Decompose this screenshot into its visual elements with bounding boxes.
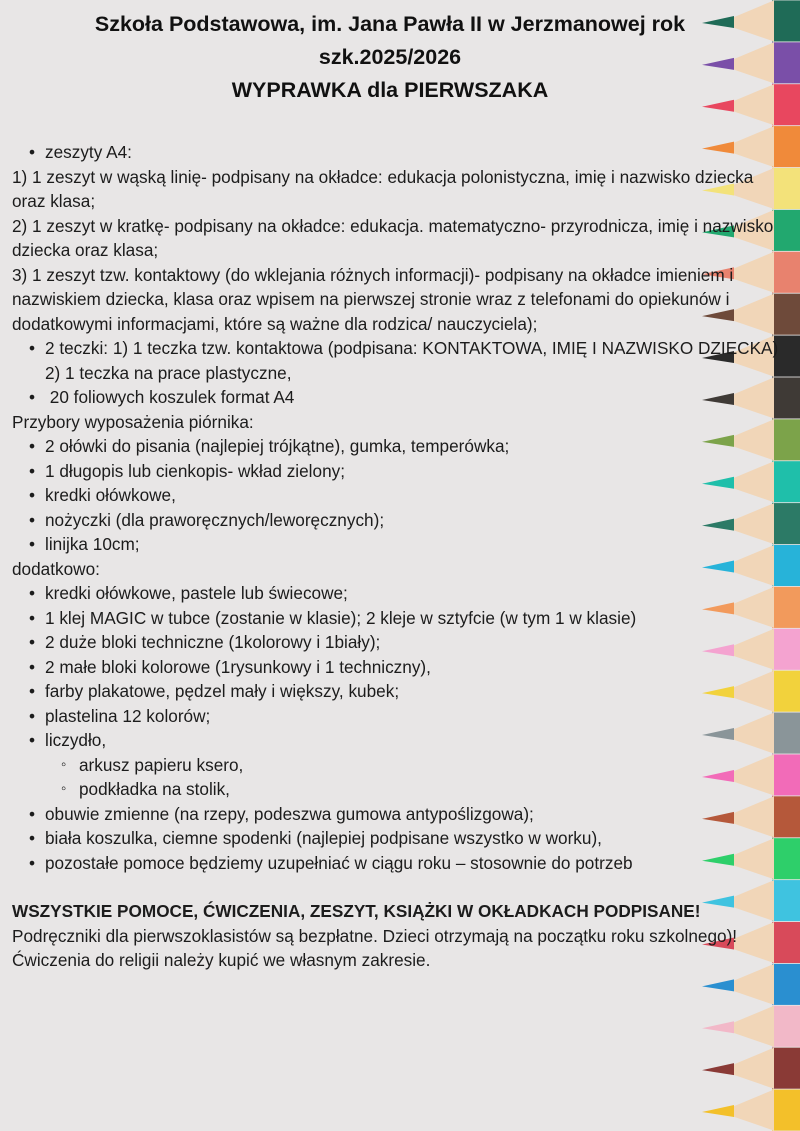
notebook-item: 2) 1 zeszyt w kratkę- podpisany na okładce: edukacja. matematyczno- przyrodnicza, imię i nazwisko dziecka oraz klasa; <box>12 215 774 260</box>
school-year: szk.2025/2026 <box>318 45 462 69</box>
notebook-item: 3) 1 zeszyt tzw. kontaktowy (do wklejania różnych informacji)- podpisany na okładce imieniem i nazwiskiem dziecka, klasa oraz wpisem na pierwszej stronie wraz z telefonami do opiekunów i dodatkowymi informacjami, które są ważne dla rodzica/ nauczyciela); <box>12 264 734 334</box>
sub-list-item: ◦ podkładka na stolik, <box>79 777 782 802</box>
supply-list <box>12 140 782 973</box>
list-item: • pozostałe pomoce będziemy uzupełniać w ciągu roku – stosownie do potrzeb <box>45 851 782 876</box>
pencil-icon <box>702 1006 800 1047</box>
list-item: • 2 duże bloki techniczne (1kolorowy i 1biały); <box>45 630 782 655</box>
folders-list <box>12 336 782 410</box>
list-item: • zeszyty A4: <box>45 140 782 165</box>
footer-note: Podręczniki dla pierwszoklasistów są bezpłatne. Dzieci otrzymają na początku roku szkolnego)! Ćwiczenia do religii należy kupić we własnym zakresie. <box>12 925 738 970</box>
notebook-item: 1) 1 zeszyt w wąską linię- podpisany na okładce: edukacja polonistyczna, imię i nazwisko dziecka oraz klasa; <box>12 166 754 211</box>
list-item: • nożyczki (dla praworęcznych/leworęcznych); <box>45 508 782 533</box>
list-item: • 2 teczki: 1) 1 teczka tzw. kontaktowa (podpisana: KONTAKTOWA, IMIĘ I NAZWISKO DZIECKA) 2) 1 teczka na prace plastyczne, <box>45 336 782 385</box>
list-item: • farby plakatowe, pędzel mały i większy, kubek; <box>45 679 782 704</box>
list-item: • 2 ołówki do pisania (najlepiej trójkątne), gumka, temperówka; <box>45 434 782 459</box>
list-item-text: liczydło, <box>45 730 107 750</box>
sub-list-item: ◦ arkusz papieru ksero, <box>79 753 782 778</box>
list-item: • plastelina 12 kolorów; <box>45 704 782 729</box>
section-heading-additional: dodatkowo: <box>12 558 100 579</box>
list-item: • 1 klej MAGIC w tubce (zostanie w klasie); 2 kleje w sztyfcie (w tym 1 w klasie) <box>45 606 782 631</box>
spacer <box>12 875 782 899</box>
list-item: • 2 małe bloki kolorowe (1rysunkowy i 1 techniczny), <box>45 655 782 680</box>
list-item: • linijka 10cm; <box>45 532 782 557</box>
list-item: • kredki ołówkowe, <box>45 483 782 508</box>
additional-list <box>12 581 782 875</box>
school-title: Szkoła Podstawowa, im. Jana Pawła II w Jerzmanowej rok <box>94 12 686 36</box>
page-title: WYPRAWKA dla PIERWSZAKA <box>231 78 549 102</box>
list-item: • obuwie zmienne (na rzepy, podeszwa gumowa antypoślizgowa); <box>45 802 782 827</box>
list-item: • biała koszulka, ciemne spodenki (najlepiej podpisane wszystko w worku), <box>45 826 782 851</box>
sub-list <box>45 753 782 802</box>
pencil-icon <box>702 1048 800 1089</box>
section-heading-pencil-case: Przybory wyposażenia piórnika: <box>12 411 254 432</box>
notebooks-list <box>12 140 782 165</box>
signed-notice: WSZYSTKIE POMOCE, ĆWICZENIA, ZESZYT, KSIĄŻKI W OKŁADKACH PODPISANE! <box>12 901 701 921</box>
list-item: • 20 foliowych koszulek format A4 <box>45 385 782 410</box>
page-header <box>0 8 780 107</box>
list-item: • 1 długopis lub cienkopis- wkład zielony; <box>45 459 782 484</box>
list-item <box>45 728 782 802</box>
list-item: • kredki ołówkowe, pastele lub świecowe; <box>45 581 782 606</box>
pencil-icon <box>702 1090 800 1131</box>
pencil-case-list <box>12 434 782 557</box>
